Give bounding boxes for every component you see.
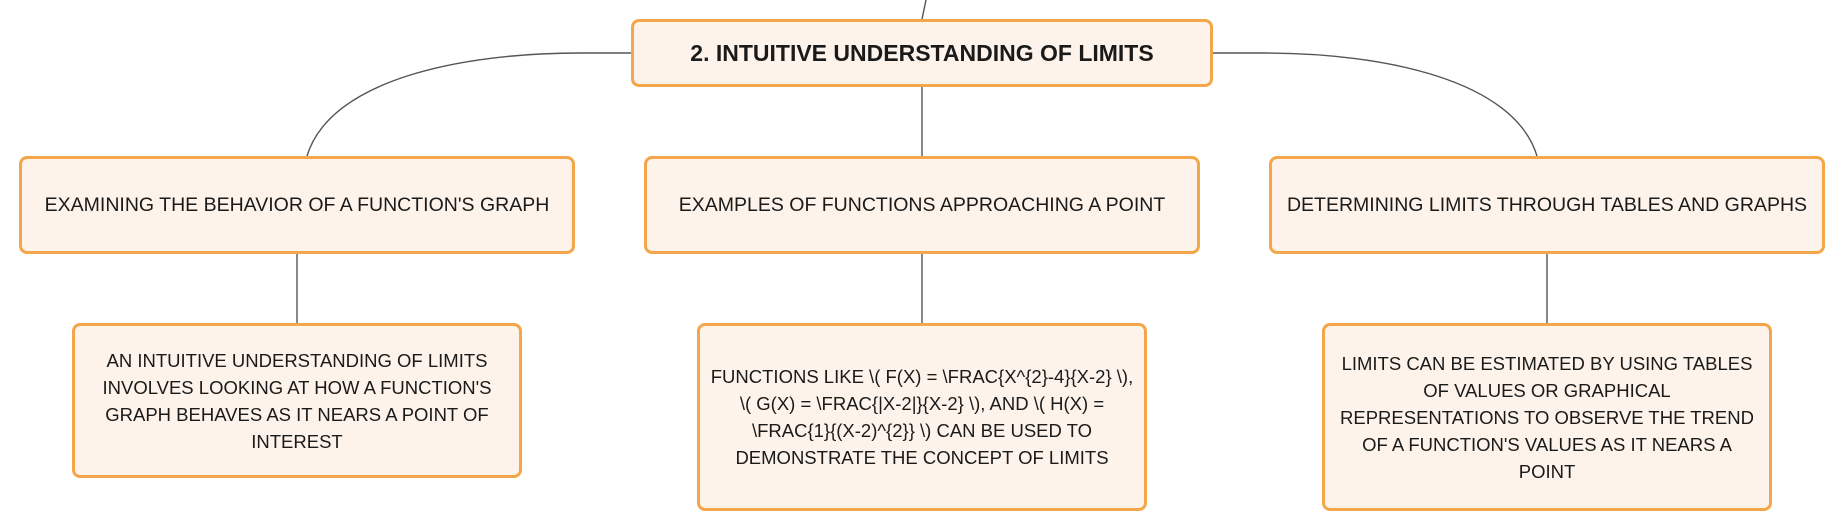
branch-topic-label: EXAMINING THE BEHAVIOR OF A FUNCTION'S GRAPH [44,193,550,216]
detail-topic-text: FUNCTIONS LIKE \( F(X) = \FRAC{X^{2}-4}{X-2} \), \( G(X) = \FRAC{|X-2|}{X-2} \), AND \( H(X) = \FRAC{1}{(X-2)^{2}} \) CAN BE USED TO DEMONSTRATE THE CONCEPT OF LIMITS [710,366,1134,468]
branch-topic-function-examples[interactable] [644,156,1200,254]
connector-root-to-branch-1 [307,53,631,156]
detail-topic-graph-behavior[interactable] [72,323,522,478]
branch-topic-label: EXAMPLES OF FUNCTIONS APPROACHING A POINT [678,193,1166,216]
detail-topic-tables-graphs[interactable] [1322,323,1772,511]
detail-topic-text: AN INTUITIVE UNDERSTANDING OF LIMITS INVOLVES LOOKING AT HOW A FUNCTION'S GRAPH BEHAVES AS IT NEARS A POINT OF INTEREST [102,349,492,452]
branch-topic-graph-behavior[interactable] [19,156,575,254]
branch-topic-label: DETERMINING LIMITS THROUGH TABLES AND GRAPHS [1286,193,1808,216]
connector-parent-stub [922,0,926,19]
detail-topic-function-examples[interactable] [697,323,1147,511]
detail-topic-text: LIMITS CAN BE ESTIMATED BY USING TABLES OF VALUES OR GRAPHICAL REPRESENTATIONS TO OBSERVE THE TREND OF A FUNCTION'S VALUES AS IT NEARS A POINT [1340,352,1754,482]
root-topic-title: 2. INTUITIVE UNDERSTANDING OF LIMITS [690,39,1154,66]
root-topic[interactable] [631,19,1213,87]
branch-topic-tables-graphs[interactable] [1269,156,1825,254]
connector-root-to-branch-3 [1213,53,1537,156]
